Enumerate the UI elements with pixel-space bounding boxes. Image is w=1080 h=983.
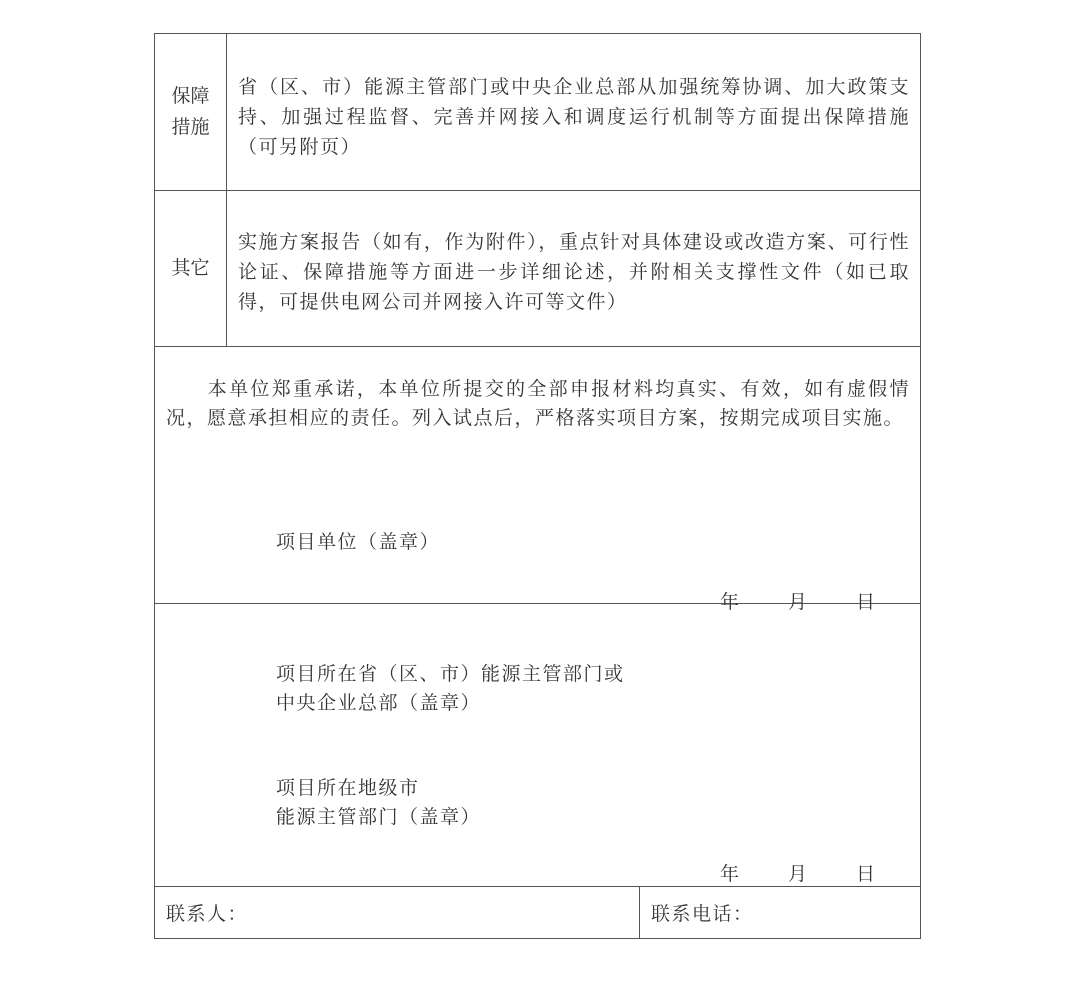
- pledge-row: [155, 347, 920, 613]
- provincial-dept-line2: 中央企业总部（盖章）: [276, 692, 482, 714]
- other-label-cell: [155, 191, 227, 346]
- contact-phone-label: 联系电话：: [651, 903, 754, 925]
- approval-date-month: 月: [788, 863, 808, 885]
- approval-row: [155, 604, 920, 887]
- safeguards-row: [155, 34, 920, 191]
- project-unit-seal: 项目单位（盖章）: [276, 531, 441, 553]
- safeguards-label-cell: [155, 34, 227, 190]
- city-dept-line2: 能源主管部门（盖章）: [276, 806, 482, 828]
- other-row: [155, 191, 920, 347]
- approval-date-day: 日: [856, 863, 876, 885]
- other-label: 其它: [171, 257, 210, 279]
- city-dept-line1: 项目所在地级市: [276, 777, 420, 799]
- other-content: 实施方案报告（如有，作为附件），重点针对具体建设或改造方案、可行性论证、保障措施等方面进一步详细论述，并附相关支撑性文件（如已取得，可提供电网公司并网接入许可等文件）: [238, 231, 910, 313]
- safeguards-content: 省（区、市）能源主管部门或中央企业总部从加强统筹协调、加大政策支持、加强过程监督、完善并网接入和调度运行机制等方面提出保障措施（可另附页）: [238, 76, 910, 158]
- safeguards-label: 保障措施: [171, 85, 210, 138]
- contact-person-label: 联系人：: [166, 903, 249, 925]
- contact-person-cell: [155, 887, 640, 938]
- provincial-dept-line1: 项目所在省（区、市）能源主管部门或: [276, 663, 625, 685]
- pledge-date-year: 年: [720, 591, 740, 613]
- approval-date-year: 年: [720, 863, 740, 885]
- pledge-text: 本单位郑重承诺，本单位所提交的全部申报材料均真实、有效，如有虚假情况，愿意承担相应的责任。列入试点后，严格落实项目方案，按期完成项目实施。: [166, 378, 910, 429]
- approval-date: [720, 859, 924, 886]
- pledge-date-month: 月: [788, 591, 808, 613]
- contact-phone-cell: [640, 887, 920, 938]
- contact-row: [155, 887, 920, 938]
- application-form-table: [154, 33, 921, 939]
- pledge-date-day: 日: [856, 591, 876, 613]
